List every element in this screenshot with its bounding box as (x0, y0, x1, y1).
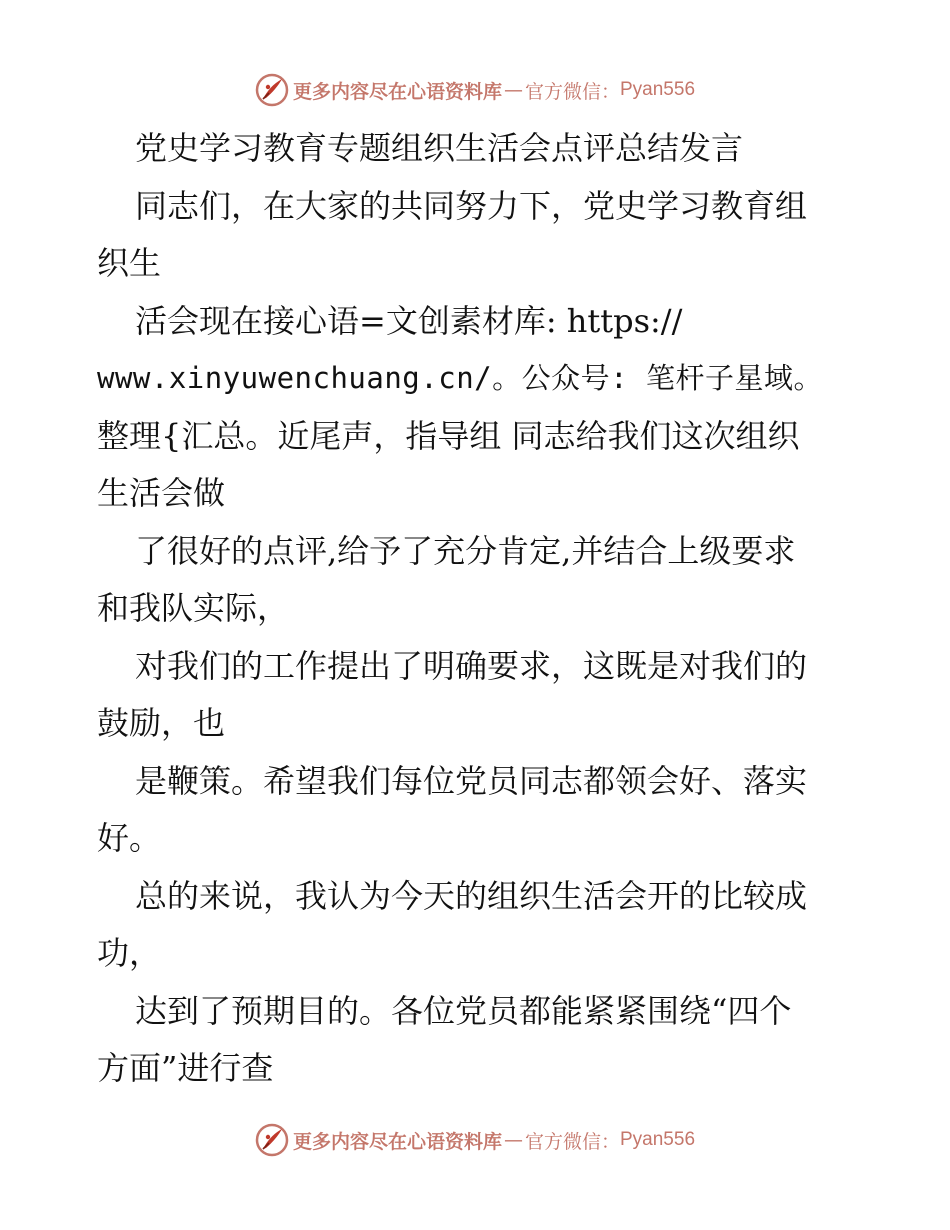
paragraph-line: 方面”进行查 (97, 1049, 274, 1087)
paragraph-line: 鼓励，也 (97, 704, 226, 742)
document-body (97, 120, 857, 1098)
paragraph-line-url: www.xinyuwenchuang.cn/。公众号: 笔杆子星域。 (97, 361, 824, 395)
banner-wechat-id: Pyan556 (620, 79, 696, 100)
paragraph-line: 总的来说，我认为今天的组织生活会开的比较成 (135, 876, 808, 915)
paragraph-line: 生活会做 (97, 474, 226, 512)
paragraph-line: 功， (97, 934, 162, 972)
banner-wechat-label: 官方微信： (524, 1130, 620, 1153)
banner-wechat-label: 官方微信： (524, 80, 620, 103)
paragraph-line: 整理{汇总。近尾声，指导组 同志给我们这次组织 (97, 416, 800, 455)
quill-pen-logo-icon (255, 1123, 289, 1157)
footer-banner (0, 1118, 950, 1162)
paragraph-line: 活会现在接心语=文创素材库: https:// (135, 301, 683, 340)
banner-text: 更多内容尽在心语资料库 (292, 1130, 502, 1153)
banner-text: 更多内容尽在心语资料库 (292, 80, 502, 103)
paragraph-line: 同志们，在大家的共同努力下，党史学习教育组 (135, 186, 808, 225)
paragraph-line: 是鞭策。希望我们每位党员同志都领会好、落实 (135, 761, 808, 800)
banner-separator: — (503, 79, 523, 101)
quill-pen-logo-icon (255, 73, 289, 107)
banner-separator: — (503, 1129, 523, 1151)
paragraph-line: 了很好的点评,给予了充分肯定,并结合上级要求 (135, 531, 796, 570)
paragraph-line: 达到了预期目的。各位党员都能紧紧围绕“四个 (135, 991, 792, 1030)
document-title: 党史学习教育专题组织生活会点评总结发言 (135, 129, 744, 167)
banner-wechat-id: Pyan556 (620, 1129, 696, 1150)
paragraph-line: 和我队实际， (97, 589, 290, 627)
header-banner (0, 68, 950, 112)
paragraph-line: 织生 (97, 244, 162, 282)
paragraph-line: 对我们的工作提出了明确要求，这既是对我们的 (135, 646, 808, 685)
paragraph-line: 好。 (97, 819, 162, 857)
